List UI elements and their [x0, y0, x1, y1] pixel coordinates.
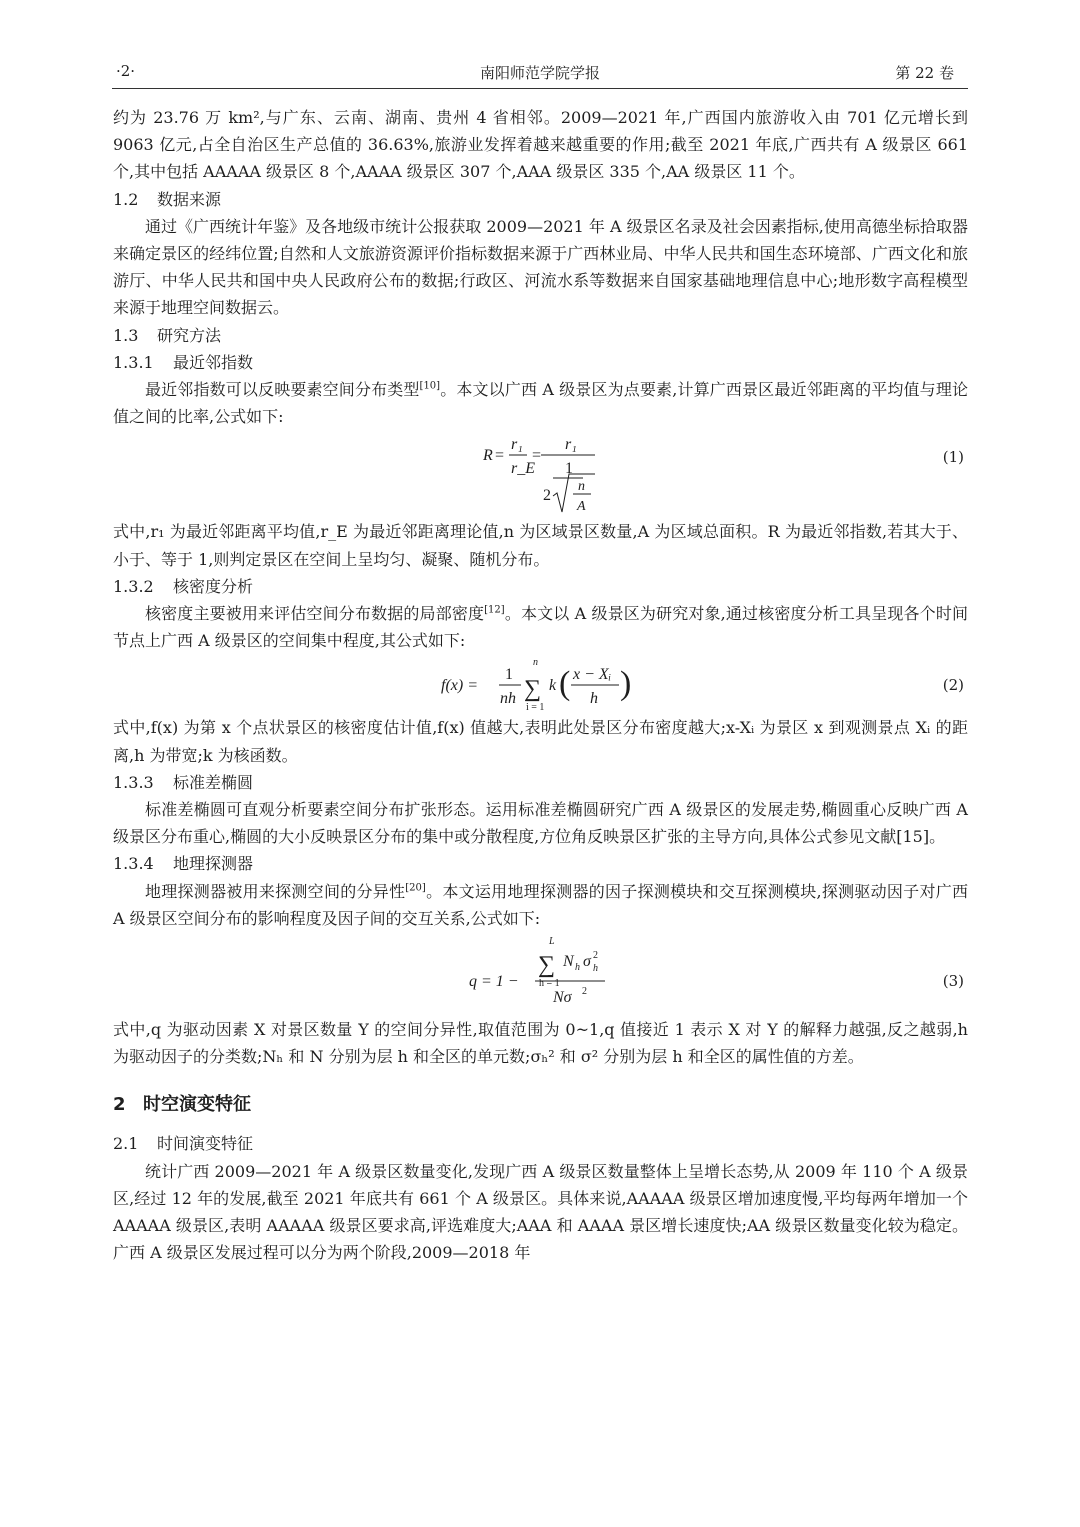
eq2-inner-num: x − Xᵢ — [573, 666, 612, 684]
eq3-den-sup: 2 — [582, 986, 587, 998]
eq3-sigma-sub: h — [593, 963, 598, 975]
section-title: 最近邻指数 — [173, 352, 254, 372]
running-header — [112, 58, 968, 89]
eq1-den1: r_E — [511, 460, 535, 478]
page-number: ·2· — [116, 62, 136, 80]
section-number: 2.1 — [113, 1134, 139, 1154]
equation-1 — [113, 430, 968, 518]
svg-text:∑: ∑ — [524, 676, 542, 703]
std-ellipse-paragraph: 标准差椭圆可直观分析要素空间分布扩张形态。运用标准差椭圆研究广西 A 级景区的发展走势,椭圆重心反映广西 A 级景区分布重心,椭圆的大小反映景区分布的集中或分散程度,方位角反映景区扩张的主导方向,具体公式参见文献[15]。 — [113, 800, 968, 847]
eq3-den-term: Nσ — [553, 989, 572, 1007]
section-heading-2 — [113, 1090, 968, 1120]
eq2-sum-bottom: i = 1 — [526, 702, 545, 714]
section-number: 1.3.4 — [113, 854, 154, 874]
section-number: 1.2 — [113, 189, 139, 209]
eq3-sum-top: L — [549, 936, 555, 948]
section-title: 研究方法 — [157, 325, 222, 345]
eq3-lhs: q = 1 − — [469, 973, 519, 991]
section-title: 核密度分析 — [173, 576, 254, 596]
paragraph-text: 地理探测器被用来探测空间的分异性 — [145, 881, 406, 901]
svg-text:=: = — [495, 447, 505, 465]
equation-3 — [113, 932, 968, 1016]
svg-text:): ) — [620, 665, 632, 703]
equation-3-formula — [113, 932, 968, 1016]
citation: [10] — [419, 380, 441, 392]
eq1-coef: 2 — [543, 487, 551, 505]
section-heading-1-3-2 — [113, 573, 968, 600]
section-title: 时间演变特征 — [157, 1134, 254, 1154]
section-heading-2-1 — [113, 1130, 968, 1157]
section-number: 1.3.2 — [113, 576, 154, 596]
eq3-explanation: 式中,q 为驱动因素 X 对景区数量 Y 的空间分异性,取值范围为 0~1,q 值接近 1 表示 X 对 Y 的解释力越强,反之越弱,h 为驱动因子的分类数;Nₕ 和 N 分别为层 h 和全区的单元数;σₕ² 和 σ² 分别为层 h 和全区的属性值的方差。 — [113, 1020, 968, 1067]
equation-number: (3) — [942, 972, 964, 991]
temporal-evolution-paragraph: 统计广西 2009—2021 年 A 级景区数量变化,发现广西 A 级景区数量整体上呈增长态势,从 2009 年 110 个 A 级景区,经过 12 年的发展,截至 2021 年底共有 661 个 A 级景区。具体来说,AAAAA 级景区增加速度慢,平均每两年增加一个 AAAAA 级景区,表明 AAAAA 级景区要求高,评选难度大;AAA 和 AAAA 景区增长速度快;AA 级景区数量变化较为稳定。广西 A 级景区发展过程可以分为两个阶段,2009—2018 年 — [113, 1161, 968, 1263]
eq1-lhs: R — [483, 447, 493, 465]
journal-name: 南阳师范学院学报 — [479, 64, 600, 82]
section-title: 时空演变特征 — [143, 1094, 251, 1116]
eq3-num-sub: h — [575, 962, 580, 974]
eq3-sum-bottom: h = 1 — [539, 978, 560, 990]
section-title: 标准差椭圆 — [173, 772, 254, 792]
eq3-num-term: N — [563, 953, 574, 971]
equation-2 — [113, 654, 968, 714]
eq1-inner-num: 1 — [565, 460, 573, 478]
intro-paragraph: 约为 23.76 万 km²,与广东、云南、湖南、贵州 4 省相邻。2009—2021 年,广西国内旅游收入由 701 亿元增长到 9063 亿元,占全自治区生产总值的 36.63%,旅游业发挥着越来越重要的作用;截至 2021 年底,广西共有 A 级景区 661 个,其中包括 AAAAA 级景区 8 个,AAAA 级景区 307 个,AAA 级景区 335 个,AA 级景区 11 个。 — [113, 108, 968, 182]
svg-text:∑: ∑ — [538, 952, 556, 979]
eq3-sigma-sup: 2 — [593, 950, 598, 962]
eq3-sigma: σ — [583, 953, 591, 971]
svg-text:(: ( — [559, 665, 571, 703]
eq2-explanation: 式中,f(x) 为第 x 个点状景区的核密度估计值,f(x) 值越大,表明此处景区分布密度越大;x-Xᵢ 为景区 x 到观测景点 Xᵢ 的距离,h 为带宽;k 为核函数。 — [113, 718, 968, 765]
nearest-neighbor-paragraph — [113, 376, 968, 430]
section-number: 1.3 — [113, 325, 139, 345]
eq1-rad-num: n — [578, 479, 585, 495]
eq2-frac-num: 1 — [505, 666, 513, 684]
section-heading-1-2 — [113, 186, 968, 213]
eq2-frac-den: nh — [500, 690, 516, 708]
eq1-num1: r₁ — [511, 436, 523, 454]
paragraph-text: 。本文以 A 级景区为研究对象,通过核密度分析工具呈现各个时间节点上广西 A 级景区的空间集中程度,其公式如下: — [113, 604, 968, 651]
citation: [20] — [405, 882, 426, 894]
equation-number: (1) — [942, 448, 964, 467]
paragraph-text: 最近邻指数可以反映要素空间分布类型 — [145, 380, 420, 400]
geodetector-paragraph — [113, 878, 968, 932]
eq2-lhs: f(x) = — [441, 677, 478, 695]
citation: [12] — [484, 604, 505, 616]
section-heading-1-3-3 — [113, 769, 968, 796]
section-heading-1-3 — [113, 322, 968, 349]
paragraph-text: 核密度主要被用来评估空间分布数据的局部密度 — [145, 604, 485, 624]
main-text — [113, 104, 968, 1267]
eq1-explanation: 式中,r₁ 为最近邻距离平均值,r_E 为最近邻距离理论值,n 为区域景区数量,A 为区域总面积。R 为最近邻指数,若其大于、小于、等于 1,则判定景区在空间上呈均匀、凝聚、随机分布。 — [113, 522, 968, 569]
data-source-paragraph: 通过《广西统计年鉴》及各地级市统计公报获取 2009—2021 年 A 级景区名录及社会因素指标,使用高德坐标拾取器来确定景区的经纬位置;自然和人文旅游资源评价指标数据来源于广西林业局、中华人民共和国生态环境部、广西文化和旅游厅、中华人民共和国中央人民政府公布的数据;行政区、河流水系等数据来自国家基础地理信息中心;地形数字高程模型来源于地理空间数据云。 — [113, 216, 968, 318]
eq2-k: k — [549, 677, 557, 695]
paragraph-text: 。本文运用地理探测器的因子探测模块和交互探测模块,探测驱动因子对广西 A 级景区空间分布的影响程度及因子间的交互关系,公式如下: — [113, 881, 968, 928]
eq1-num2: r₁ — [565, 436, 577, 454]
section-heading-1-3-4 — [113, 850, 968, 877]
eq1-rad-den: A — [577, 499, 586, 515]
kernel-density-paragraph — [113, 600, 968, 654]
section-title: 数据来源 — [157, 189, 222, 209]
eq2-sum-top: n — [533, 657, 538, 669]
section-number: 2 — [113, 1094, 126, 1116]
equation-2-formula — [113, 654, 968, 714]
equation-1-formula — [113, 430, 968, 518]
volume-label: 第 22 卷 — [895, 64, 954, 82]
section-number: 1.3.3 — [113, 772, 154, 792]
equation-number: (2) — [942, 676, 964, 695]
eq2-inner-den: h — [590, 690, 598, 708]
paragraph-text: 。本文以广西 A 级景区为点要素,计算广西景区最近邻距离的平均值与理论值之间的比率,公式如下: — [113, 380, 968, 427]
svg-text:=: = — [532, 447, 542, 465]
section-heading-1-3-1 — [113, 349, 968, 376]
section-number: 1.3.1 — [113, 352, 154, 372]
section-title: 地理探测器 — [173, 854, 254, 874]
